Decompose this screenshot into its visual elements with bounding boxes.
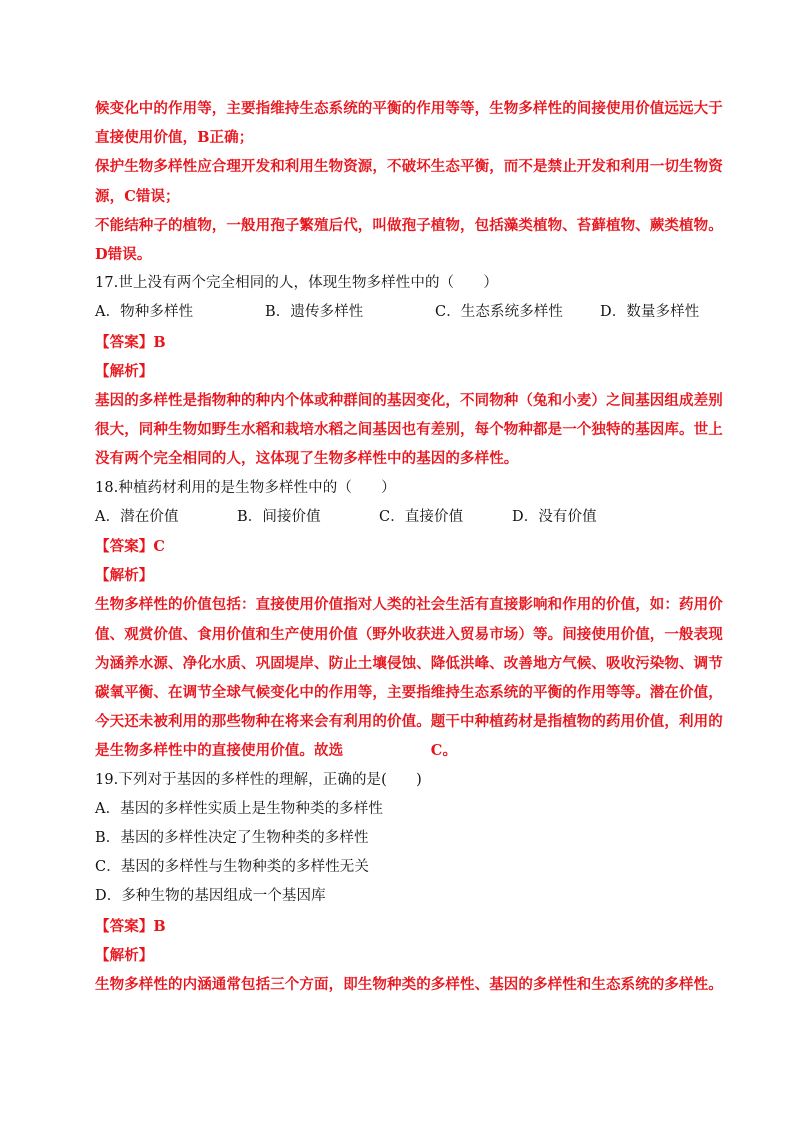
option-a: A．潜在价值 <box>95 508 179 525</box>
option-c: C．基因的多样性与生物种类的多样性无关 <box>95 859 369 876</box>
answer-label: 【答案】C <box>95 538 166 556</box>
option-b: B．间接价值 <box>237 508 321 525</box>
option-d: D．多种生物的基因组成一个基因库 <box>95 888 326 905</box>
option-c: C．直接价值 <box>379 508 464 525</box>
analysis-label: 【解析】 <box>95 567 154 585</box>
analysis-line: 很大，同种生物如野生水稻和栽培水稻之间基因也有差别，每个物种都是一个独特的基因库。世上 <box>95 421 723 439</box>
option-row <box>95 298 708 327</box>
analysis-line: 直接使用价值，B正确； <box>95 129 254 147</box>
analysis-line: 源，C错误； <box>95 187 180 205</box>
analysis-line: 为涵养水源、净化水质、巩固堤岸、防止土壤侵蚀、降低洪峰、改善地方气候、吸收污染物、调节 <box>95 654 723 672</box>
analysis-line: 生物多样性的内涵通常包括三个方面，即生物种类的多样性、基因的多样性和生态系统的多样性。 <box>95 976 723 994</box>
option-row <box>95 503 708 532</box>
question-19 <box>95 766 723 1000</box>
analysis-line: 不能结种子的植物，一般用孢子繁殖后代，叫做孢子植物，包括藻类植物、苔藓植物、蕨类植物。 <box>95 216 723 234</box>
analysis-line: 没有两个完全相同的人，这体现了生物多样性中的基因的多样性。 <box>95 450 519 468</box>
analysis-line: 值、观赏价值、食用价值和生产使用价值（野外收获进入贸易市场）等。间接使用价值，一般表现 <box>95 625 723 643</box>
option-c: C．生态系统多样性 <box>435 304 563 321</box>
analysis-line: 生物多样性的价值包括：直接使用价值指对人类的社会生活有直接影响和作用的价值，如：药用价 <box>95 596 723 614</box>
option-a: A．物种多样性 <box>95 304 194 321</box>
option-d: D．没有价值 <box>512 508 597 525</box>
answer-label: 【答案】B <box>95 917 166 935</box>
analysis-label: 【解析】 <box>95 946 154 964</box>
option-a: A．基因的多样性实质上是生物种类的多样性 <box>95 800 383 817</box>
question-text: 18.种植药材利用的是生物多样性中的（ ） <box>95 479 396 496</box>
previous-analysis-continuation <box>95 94 723 269</box>
question-17 <box>95 269 723 473</box>
option-d: D．数量多样性 <box>600 304 700 321</box>
analysis-line: 今天还未被利用的那些物种在将来会有利用的价值。题干中种植药材是指植物的药用价值，利用的 <box>95 713 723 731</box>
question-text: 19.下列对于基因的多样性的理解，正确的是( ) <box>95 771 422 788</box>
analysis-line: 候变化中的作用等，主要指维持生态系统的平衡的作用等等，生物多样性的间接使用价值远远大于 <box>95 100 723 117</box>
analysis-label: 【解析】 <box>95 362 154 380</box>
analysis-line: 保护生物多样性应合理开发和利用生物资源，不破坏生态平衡，而不是禁止开发和利用一切生物资 <box>95 158 723 176</box>
analysis-line: 是生物多样性中的直接使用价值。故选 C。 <box>95 742 458 760</box>
option-b: B．基因的多样性决定了生物种类的多样性 <box>95 830 369 847</box>
question-18 <box>95 474 723 766</box>
answer-label: 【答案】B <box>95 333 166 351</box>
analysis-line: D错误。 <box>95 246 152 264</box>
analysis-line: 基因的多样性是指物种的种内个体或种群间的基因变化，不同物种（兔和小麦）之间基因组成差别 <box>95 392 723 410</box>
option-b: B．遗传多样性 <box>265 304 364 321</box>
question-text: 17.世上没有两个完全相同的人，体现生物多样性中的（ ） <box>95 275 498 292</box>
analysis-line: 碳氧平衡、在调节全球气候变化中的作用等，主要指维持生态系统的平衡的作用等等。潜在价值， <box>95 684 723 702</box>
